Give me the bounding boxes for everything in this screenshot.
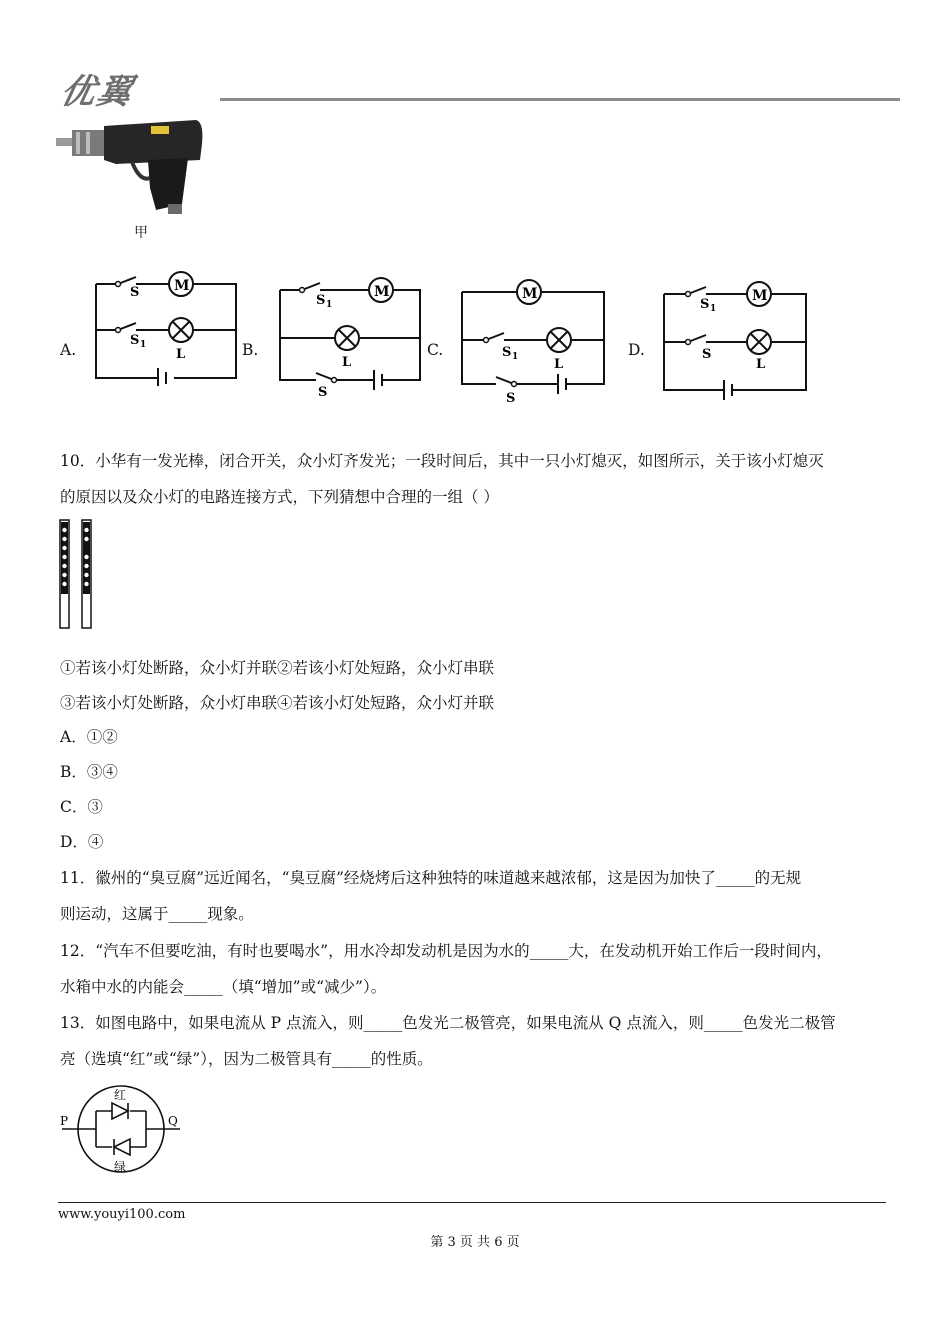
glue-gun-image: [56, 108, 206, 220]
question-10-statement-2: ③若该小灯处断路，众小灯串联④若该小灯处短路，众小灯并联: [60, 694, 495, 712]
option-b-label: B.: [242, 341, 259, 359]
question-10-option-c: C．③: [60, 798, 103, 816]
light-stick-figure: [58, 518, 98, 632]
youyi-logo: 优翼: [57, 72, 138, 112]
circuit-diagram-a: [90, 262, 240, 386]
switch-label: S: [130, 333, 140, 348]
question-13-line-2: 亮（选填“红”或“绿”），因为二极管具有_____的性质。: [60, 1050, 433, 1068]
circuit-diagram-c: [458, 274, 608, 406]
page-number: 第 3 页 共 6 页: [430, 1235, 520, 1250]
switch-subscript: 1: [710, 304, 717, 314]
figure-caption: 甲: [134, 225, 148, 241]
switch-label: S: [502, 345, 512, 360]
question-10-option-b: B．③④: [60, 763, 118, 781]
motor-label: M: [374, 284, 390, 300]
question-12-line-1: 12．“汽车不但要吃油，有时也要喝水”，用水冷却发动机是因为水的_____大，在发动机开始工作后一段时间内，: [60, 942, 832, 960]
motor-label: M: [174, 278, 190, 294]
switch-label: S: [130, 285, 140, 300]
option-d-label: D.: [628, 341, 645, 359]
footer-rule: [58, 1202, 886, 1203]
question-10-option-d: D．④: [60, 833, 104, 851]
motor-label: M: [522, 286, 538, 302]
circuit-diagram-d: [660, 276, 810, 400]
option-a-label: A.: [60, 341, 77, 359]
lamp-label: L: [176, 347, 186, 362]
lamp-label: L: [756, 357, 766, 372]
question-12-line-2: 水箱中水的内能会_____（填“增加”或“减少”）。: [60, 978, 387, 996]
switch-subscript: 1: [140, 340, 147, 350]
question-11-line-2: 则运动，这属于_____现象。: [60, 905, 254, 923]
green-diode-label: 绿: [114, 1160, 127, 1174]
option-c-label: C.: [427, 341, 444, 359]
switch-subscript: 1: [326, 300, 333, 310]
switch-label: S: [700, 297, 710, 312]
question-11-line-1: 11．徽州的“臭豆腐”远近闻名，“臭豆腐”经烧烤后这种独特的味道越来越浓郁，这是因为加快了_____的无规: [60, 869, 802, 887]
question-10-statement-1: ①若该小灯处断路，众小灯并联②若该小灯处短路，众小灯串联: [60, 659, 495, 677]
diode-point-p: P: [60, 1114, 69, 1128]
switch-label: S: [318, 385, 328, 398]
question-13-line-1: 13．如图电路中，如果电流从 P 点流入，则_____色发光二极管亮，如果电流从 Q 点流入，则_____色发光二极管: [60, 1014, 836, 1032]
footer-url: www.youyi100.com: [58, 1207, 186, 1222]
diode-circuit-diagram: [58, 1083, 188, 1175]
question-10-line-1: 10．小华有一发光棒，闭合开关，众小灯齐发光；一段时间后，其中一只小灯熄灭，如图所示，关于该小灯熄灭: [60, 452, 824, 470]
switch-subscript: 1: [512, 352, 519, 362]
switch-label: S: [506, 391, 516, 406]
switch-label: S: [316, 293, 326, 308]
header-rule: [220, 98, 900, 101]
question-10-option-a: A．①②: [60, 728, 118, 746]
lamp-label: L: [342, 355, 352, 370]
motor-label: M: [752, 288, 768, 304]
question-10-line-2: 的原因以及众小灯的电路连接方式，下列猜想中合理的一组（ ）: [60, 488, 499, 506]
lamp-label: L: [554, 357, 564, 372]
diode-point-q: Q: [168, 1114, 178, 1128]
red-diode-label: 红: [114, 1088, 127, 1102]
circuit-diagram-b: [276, 268, 424, 398]
switch-label: S: [702, 347, 712, 362]
